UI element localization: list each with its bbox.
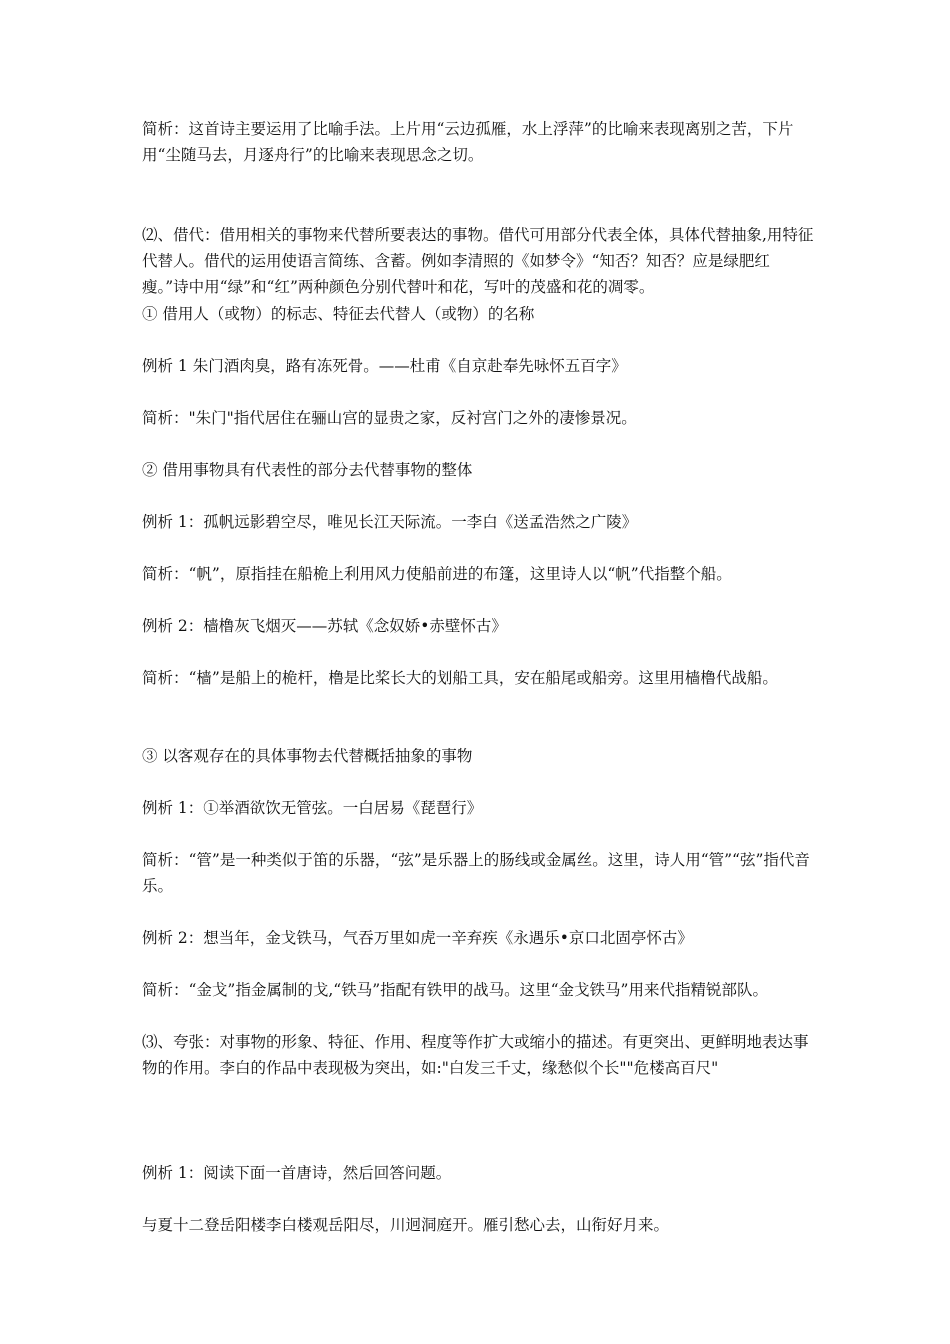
- paragraph-subtype-1: ① 借用人（或物）的标志、特征去代替人（或物）的名称: [142, 305, 535, 323]
- paragraph-metonymy-definition: ⑵、借代：借用相关的事物来代替所要表达的事物。借代可用部分代表全体，具体代替抽象,用特征代替人。借代的运用使语言简练、含蓄。例如李清照的《如梦令》“知否？知否？应是绿肥红瘦。”诗中用“绿”和“红”两种颜色分别代替叶和花，写叶的茂盛和花的凋零。: [142, 226, 814, 296]
- paragraph-analysis-jinge: 简析：“金戈”指金属制的戈,“铁马”指配有铁甲的战马。这里“金戈铁马”用来代指精锐部队。: [142, 981, 768, 999]
- paragraph-analysis-mast: 简析：“樯”是船上的桅杆，橹是比桨长大的划船工具，安在船尾或船旁。这里用樯橹代战船。: [142, 669, 778, 687]
- paragraph-analysis-sail: 简析：“帆”，原指挂在船桅上利用风力使船前进的布篷，这里诗人以“帆”代指整个船。: [142, 565, 732, 583]
- paragraph-subtype-3: ③ 以客观存在的具体事物去代替概括抽象的事物: [142, 747, 473, 765]
- paragraph-example-zhumen: 例析 1 朱门酒肉臭，路有冻死骨。——杜甫《自京赴奉先咏怀五百字》: [142, 357, 627, 375]
- paragraph-metaphor-analysis: 简析：这首诗主要运用了比喻手法。上片用“云边孤雁，水上浮萍”的比喻来表现离别之苦，下片用“尘随马去，月逐舟行”的比喻来表现思念之切。: [142, 120, 794, 164]
- paragraph-example-tang-poem: 例析 1：阅读下面一首唐诗，然后回答问题。: [142, 1164, 452, 1182]
- paragraph-example-mast: 例析 2：樯橹灰飞烟灭——苏轼《念奴娇•赤壁怀古》: [142, 617, 507, 635]
- paragraph-example-jinge: 例析 2：想当年，金戈铁马，气吞万里如虎一辛弃疾《永遇乐•京口北固亭怀古》: [142, 929, 693, 947]
- paragraph-example-pipa: 例析 1：①举酒欲饮无管弦。一白居易《琵琶行》: [142, 799, 483, 817]
- paragraph-analysis-zhumen: 简析："朱门"指代居住在骊山宫的显贵之家，反衬宫门之外的凄惨景况。: [142, 409, 637, 427]
- paragraph-hyperbole-definition: ⑶、夸张：对事物的形象、特征、作用、程度等作扩大或缩小的描述。有更突出、更鲜明地表达事物的作用。李白的作品中表现极为突出，如:"白发三千丈，缘愁似个长""危楼高百尺": [142, 1033, 809, 1077]
- paragraph-example-sail: 例析 1：孤帆远影碧空尽，唯见长江天际流。一李白《送孟浩然之广陵》: [142, 513, 638, 531]
- paragraph-analysis-pipa: 简析：“管”是一种类似于笛的乐器，“弦”是乐器上的肠线或金属丝。这里，诗人用“管”“弦”指代音乐。: [142, 851, 810, 895]
- paragraph-poem-text: 与夏十二登岳阳楼李白楼观岳阳尽，川迥洞庭开。雁引愁心去，山衔好月来。: [142, 1216, 670, 1234]
- paragraph-subtype-2: ② 借用事物具有代表性的部分去代替事物的整体: [142, 461, 473, 479]
